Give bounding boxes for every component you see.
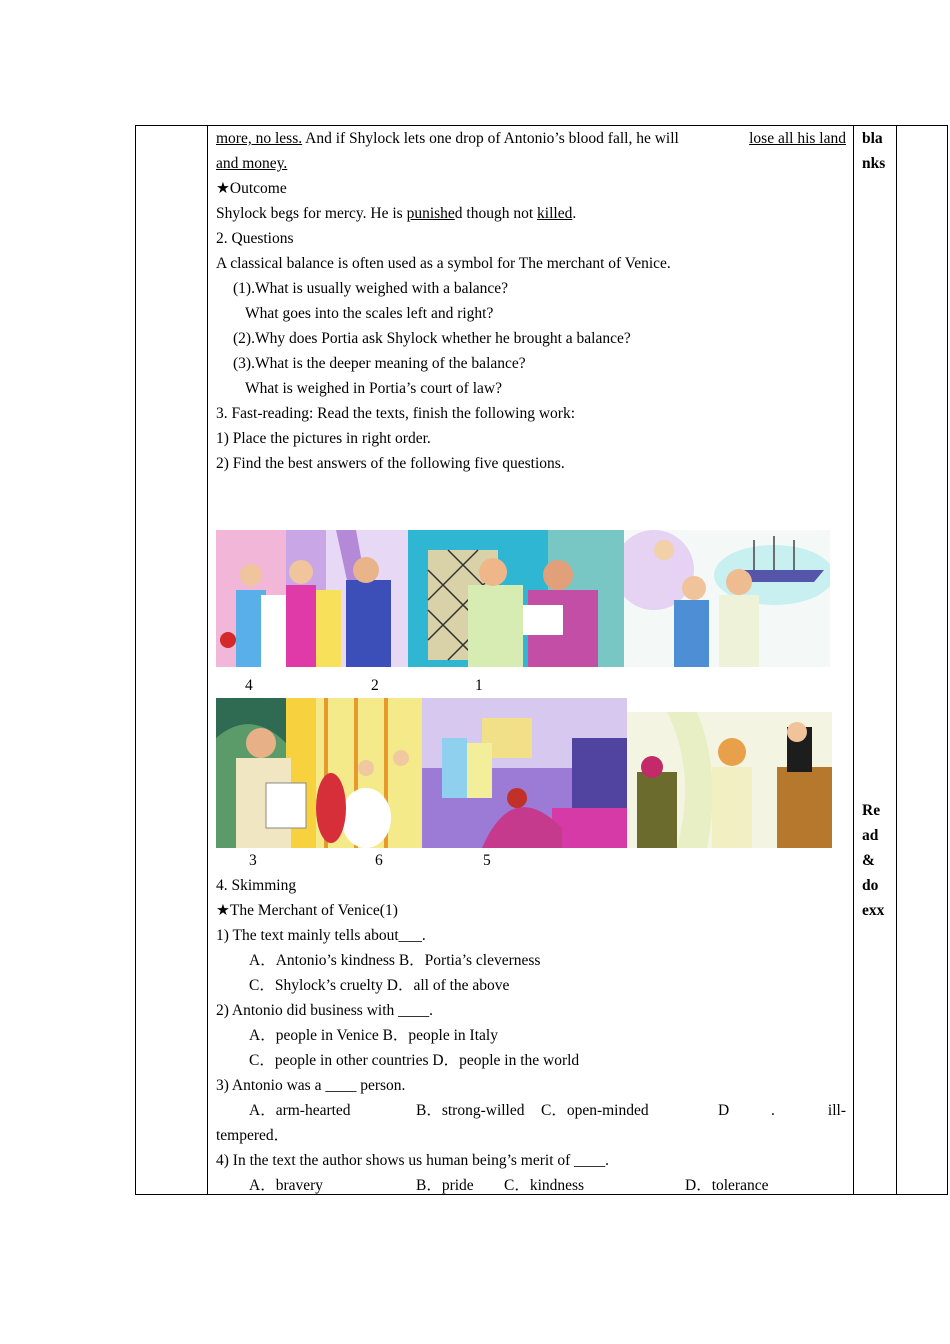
text-line: A classical balance is often used as a symbol for The merchant of Venice. — [216, 255, 671, 272]
column-divider — [896, 126, 897, 1194]
question: (3).What is the deeper meaning of the balance? — [233, 355, 526, 372]
options: A．Antonio’s kindness B．Portia’s cleverness — [249, 952, 541, 969]
options: tempered． — [216, 1127, 290, 1144]
story-picture — [624, 530, 830, 667]
task-line: 1) Place the pictures in right order. — [216, 430, 431, 447]
question: What goes into the scales left and right? — [245, 305, 494, 322]
task-line: 2) Find the best answers of the following five questions. — [216, 455, 565, 472]
column-divider — [853, 126, 854, 1194]
quiz-subheading: ★The Merchant of Venice(1) — [216, 902, 398, 919]
story-picture — [408, 530, 624, 667]
skimming-heading: 4. Skimming — [216, 877, 297, 894]
questions-heading: 2. Questions — [216, 230, 294, 247]
question: 1) The text mainly tells about___. — [216, 927, 426, 944]
story-picture — [216, 530, 408, 667]
picture-number: 4 — [245, 677, 253, 694]
question: What is weighed in Portia’s court of law? — [245, 380, 502, 397]
question: 3) Antonio was a ____ person. — [216, 1077, 406, 1094]
text-line: and money. — [216, 155, 288, 172]
picture-number: 5 — [483, 852, 491, 869]
fast-reading-heading: 3. Fast-reading: Read the texts, finish the following work: — [216, 405, 576, 422]
story-picture — [422, 698, 627, 848]
column-divider — [207, 126, 208, 1194]
options: C．people in other countries D．people in the world — [249, 1052, 580, 1069]
text-line: Shylock begs for mercy. He is punished though not killed. — [216, 205, 577, 222]
question: 2) Antonio did business with ____. — [216, 1002, 434, 1019]
quiz-section — [216, 873, 846, 1198]
lesson-table — [135, 125, 948, 1195]
story-picture — [216, 698, 422, 848]
outcome-heading: ★Outcome — [216, 180, 287, 197]
options: A．people in Venice B．people in Italy — [249, 1027, 498, 1044]
story-picture — [627, 712, 832, 848]
content-column — [216, 126, 846, 476]
picture-number: 2 — [371, 677, 379, 694]
side-label-read-do: Re ad & do exx — [862, 802, 885, 919]
picture-number: 6 — [375, 852, 383, 869]
options: A．arm-hearted B．strong-willed C．open-minded D . ill- — [249, 1102, 846, 1119]
picture-number: 1 — [475, 677, 483, 694]
side-label-blanks: bla nks — [862, 130, 886, 172]
question: 4) In the text the author shows us human being’s merit of ____. — [216, 1152, 610, 1169]
question: (1).What is usually weighed with a balance? — [233, 280, 509, 297]
text-line: more, no less. And if Shylock lets one drop of Antonio’s blood fall, he will lose all his land — [216, 130, 846, 147]
options: A．bravery B．pride C．kindness D．tolerance — [249, 1177, 769, 1194]
options: C．Shylock’s cruelty D．all of the above — [249, 977, 510, 994]
picture-number: 3 — [249, 852, 257, 869]
question: (2).Why does Portia ask Shylock whether he brought a balance? — [233, 330, 631, 347]
